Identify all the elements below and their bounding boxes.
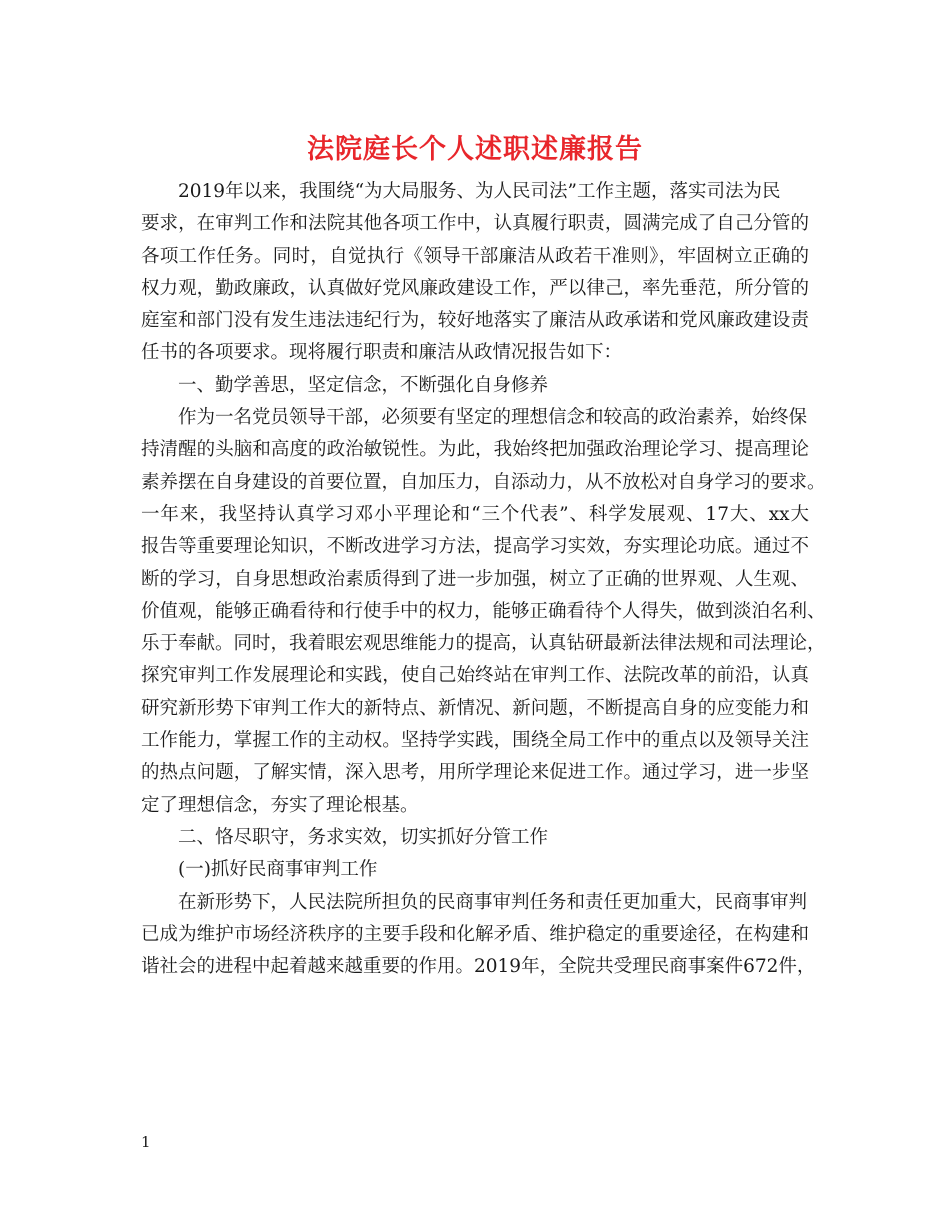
section-heading: 一、勤学善思，坚定信念，不断强化自身修养	[178, 374, 549, 396]
document-title: 法院庭长个人述职述廉报告	[307, 134, 643, 165]
text-line: 素养摆在自身建设的首要位置，自加压力，自添动力，从不放松对自身学习的要求。	[141, 471, 826, 493]
text-line: 研究新形势下审判工作大的新特点、新情况、新问题，不断提高自身的应变能力和	[141, 697, 809, 719]
text-line: 一年来，我坚持认真学习邓小平理论和“三个代表”、科学发展观、17大、xx大	[141, 503, 809, 525]
text-line: 持清醒的头脑和高度的政治敏锐性。为此，我始终把加强政治理论学习、提高理论	[141, 439, 809, 461]
text-line: 权力观，勤政廉政，认真做好党风廉政建设工作，严以律己，率先垂范，所分管的	[141, 277, 809, 299]
text-line: 庭室和部门没有发生违法违纪行为，较好地落实了廉洁从政承诺和党风廉政建设责	[141, 310, 809, 332]
document-body	[141, 176, 826, 983]
text-line: 工作能力，掌握工作的主动权。坚持学实践，围绕全局工作中的重点以及领导关注	[141, 730, 809, 752]
text-line: 任书的各项要求。现将履行职责和廉洁从政情况报告如下：	[141, 342, 623, 364]
subsection-heading: (一)抓好民商事审判工作	[178, 859, 378, 881]
text-line: 各项工作任务。同时，自觉执行《领导干部廉洁从政若干准则》，牢固树立正确的	[141, 245, 809, 267]
text-line: 定了理想信念，夯实了理论根基。	[141, 794, 419, 816]
text-line: 2019年以来，我围绕“为大局服务、为人民司法”工作主题，落实司法为民	[178, 181, 781, 202]
text-line: 报告等重要理论知识，不断改进学习方法，提高学习实效，夯实理论功底。通过不	[141, 536, 809, 558]
text-line: 已成为维护市场经济秩序的主要手段和化解矛盾、维护稳定的重要途径，在构建和	[141, 923, 809, 945]
text-line: 要求，在审判工作和法院其他各项工作中，认真履行职责，圆满完成了自己分管的	[141, 213, 809, 235]
text-line: 探究审判工作发展理论和实践，使自己始终站在审判工作、法院改革的前沿，认真	[141, 665, 809, 687]
text-line: 谐社会的进程中起着越来越重要的作用。2019年，全院共受理民商事案件672件，	[141, 956, 816, 978]
text-line: 的热点问题，了解实情，深入思考，用所学理论来促进工作。通过学习，进一步坚	[141, 762, 809, 784]
text-line: 在新形势下，人民法院所担负的民商事审判任务和责任更加重大，民商事审判	[178, 891, 808, 913]
text-line: 乐于奉献。同时，我着眼宏观思维能力的提高，认真钻研最新法律法规和司法理论，	[141, 633, 826, 655]
text-line: 作为一名党员领导干部，必须要有坚定的理想信念和较高的政治素养，始终保	[178, 407, 808, 429]
page-number: 1	[141, 1133, 151, 1151]
text-line: 断的学习，自身思想政治素质得到了进一步加强，树立了正确的世界观、人生观、	[141, 568, 809, 590]
text-line: 价值观，能够正确看待和行使手中的权力，能够正确看待个人得失，做到淡泊名利、	[141, 600, 826, 622]
section-heading: 二、恪尽职守，务求实效，切实抓好分管工作	[178, 826, 549, 848]
